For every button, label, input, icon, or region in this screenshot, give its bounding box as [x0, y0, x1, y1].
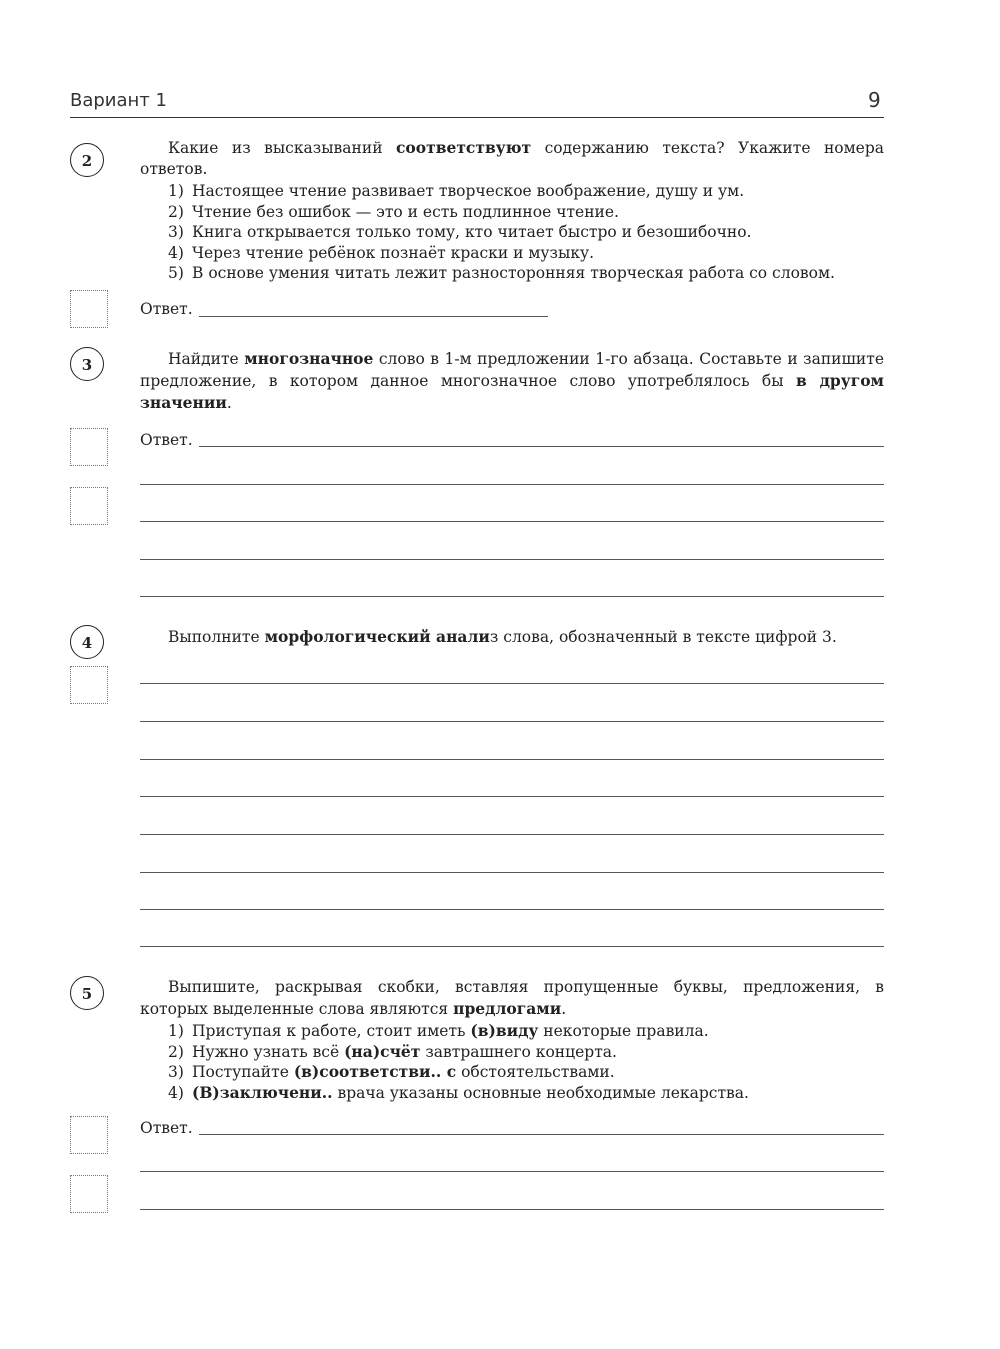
writing-line[interactable]: [140, 683, 884, 684]
task-4-score-box[interactable]: [70, 666, 108, 704]
option-item: 2) Нужно узнать всё (на)счёт завтрашнего концерта.: [168, 1041, 617, 1061]
variant-label: Вариант 1: [70, 90, 167, 111]
page-number: 9: [868, 88, 881, 112]
writing-line[interactable]: [140, 559, 884, 560]
writing-line[interactable]: [140, 596, 884, 597]
task-4-number: 4: [70, 625, 104, 659]
task-5-options: [168, 1021, 884, 1103]
option-item: 4) (В)заключени.. врача указаны основные необходимые лекарства.: [168, 1082, 749, 1102]
writing-line[interactable]: [140, 1171, 884, 1172]
writing-line[interactable]: [140, 1209, 884, 1210]
task-5-answer-line[interactable]: [199, 1134, 884, 1135]
option-item: 2) Чтение без ошибок — это и есть подлинное чтение.: [168, 202, 619, 221]
task-5-score-box[interactable]: [70, 1116, 108, 1154]
writing-line[interactable]: [140, 759, 884, 760]
option-item: 3) Книга открывается только тому, кто читает быстро и безошибочно.: [168, 223, 752, 241]
task-2-number: 2: [70, 143, 104, 177]
task-5-prompt: Выпишите, раскрывая скобки, вставляя пропущенные буквы, предложения, в которых выделенные слова являются предлогами.: [140, 978, 884, 1018]
task-3-answer-label: Ответ.: [140, 431, 193, 449]
writing-line[interactable]: [140, 721, 884, 722]
task-5-answer-label: Ответ.: [140, 1119, 193, 1137]
task-3-number: 3: [70, 347, 104, 381]
task-3-prompt: Найдите многозначное слово в 1-м предложении 1-го абзаца. Составьте и запишите предложение, в котором данное многозначное слово употреблялось бы в другом значении.: [140, 349, 884, 412]
task-3-answer-line[interactable]: [199, 446, 884, 447]
writing-line[interactable]: [140, 946, 884, 947]
option-item: 1) Настоящее чтение развивает творческое воображение, душу и ум.: [168, 182, 745, 200]
writing-line[interactable]: [140, 484, 884, 485]
writing-line[interactable]: [140, 521, 884, 522]
writing-line[interactable]: [140, 834, 884, 835]
task-2-score-box[interactable]: [70, 290, 108, 328]
task-2-answer-label: Ответ.: [140, 300, 193, 318]
header-rule: [70, 117, 884, 118]
task-5-score-box[interactable]: [70, 1175, 108, 1213]
option-item: 3) Поступайте (в)соответстви.. с обстоятельствами.: [168, 1062, 615, 1081]
writing-line[interactable]: [140, 872, 884, 873]
task-4-prompt: Выполните морфологический анализ слова, обозначенный в тексте цифрой 3.: [168, 627, 837, 646]
option-item: 4) Через чтение ребёнок познаёт краски и музыку.: [168, 243, 595, 262]
writing-line[interactable]: [140, 796, 884, 797]
task-2-answer-line[interactable]: [199, 316, 548, 317]
option-item: 1) Приступая к работе, стоит иметь (в)виду некоторые правила.: [168, 1021, 709, 1040]
task-3-score-box[interactable]: [70, 428, 108, 466]
task-2-options: [168, 181, 884, 284]
task-5-number: 5: [70, 976, 104, 1010]
writing-line[interactable]: [140, 909, 884, 910]
task-3-score-box[interactable]: [70, 487, 108, 525]
task-2-prompt: Какие из высказываний соответствуют содержанию текста? Укажите номера ответов.: [140, 138, 884, 178]
option-item: 5) В основе умения читать лежит разносторонняя творческая работа со словом.: [168, 264, 835, 282]
